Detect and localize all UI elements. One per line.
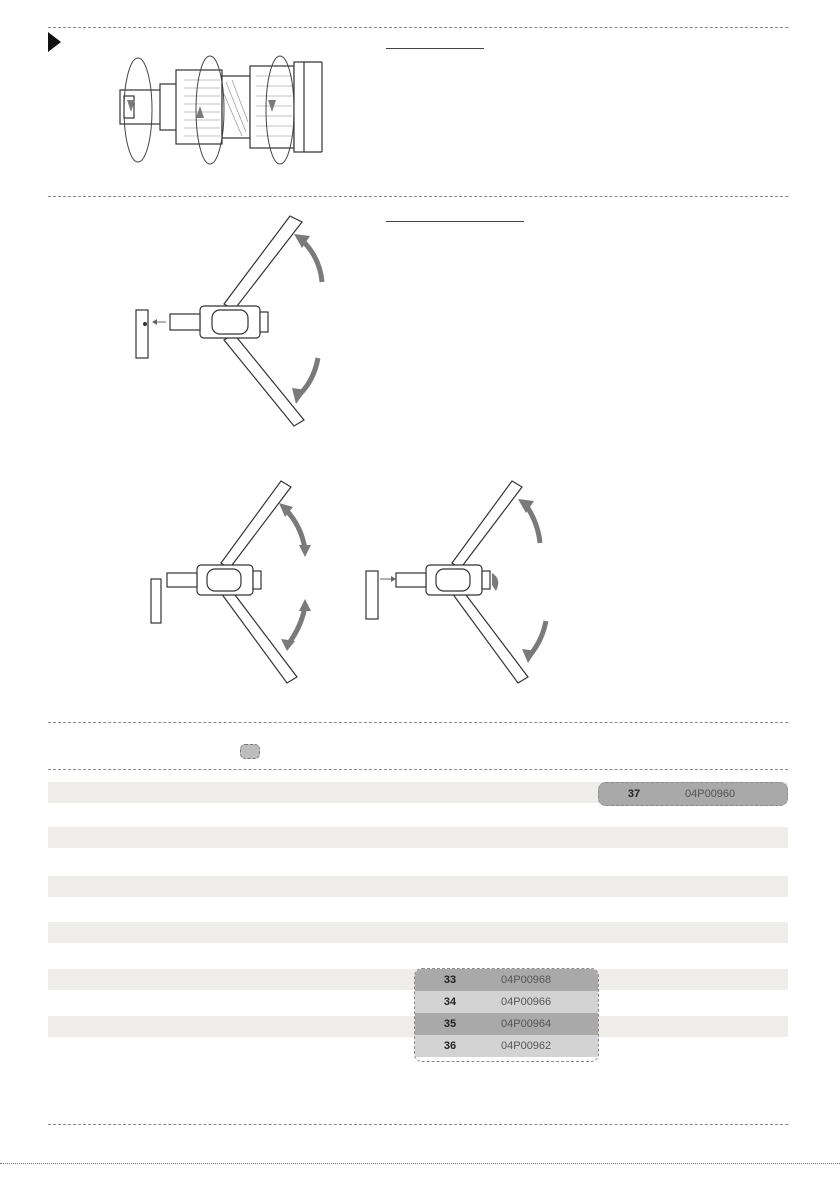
tool-figure-3 xyxy=(360,475,560,690)
table-row xyxy=(48,922,788,943)
reference-code: 04P00968 xyxy=(501,974,552,986)
table-row xyxy=(48,876,788,897)
reference-number: 36 xyxy=(443,1040,457,1052)
reference-row xyxy=(599,783,787,805)
reference-row xyxy=(415,991,598,1013)
reference-code: 04P00960 xyxy=(685,788,736,800)
step-arrow-icon xyxy=(48,32,61,52)
table-row xyxy=(48,827,788,848)
reference-row xyxy=(415,969,598,991)
separator xyxy=(48,769,788,770)
separator xyxy=(48,722,788,723)
reference-top xyxy=(598,782,788,806)
reference-number: 35 xyxy=(443,1018,457,1030)
reference-number: 34 xyxy=(443,996,457,1008)
separator-top xyxy=(48,27,788,28)
reference-code: 04P00962 xyxy=(501,1040,552,1052)
reference-number: 37 xyxy=(627,788,641,800)
tool-figure-2 xyxy=(145,475,325,690)
heading-underline xyxy=(386,221,524,222)
page-edge-dots xyxy=(0,1163,840,1164)
tool-figure-1 xyxy=(130,210,350,440)
reference-row xyxy=(415,1035,598,1057)
heading-underline xyxy=(386,48,484,49)
separator-bottom xyxy=(48,1124,788,1125)
reference-row xyxy=(415,1013,598,1035)
separator xyxy=(48,196,788,197)
reference-number: 33 xyxy=(443,974,457,986)
reference-code: 04P00964 xyxy=(501,1018,552,1030)
reference-code: 04P00966 xyxy=(501,996,552,1008)
reference-badge-icon xyxy=(240,744,260,759)
nozzle-figure xyxy=(100,40,330,180)
reference-list xyxy=(414,968,599,1062)
